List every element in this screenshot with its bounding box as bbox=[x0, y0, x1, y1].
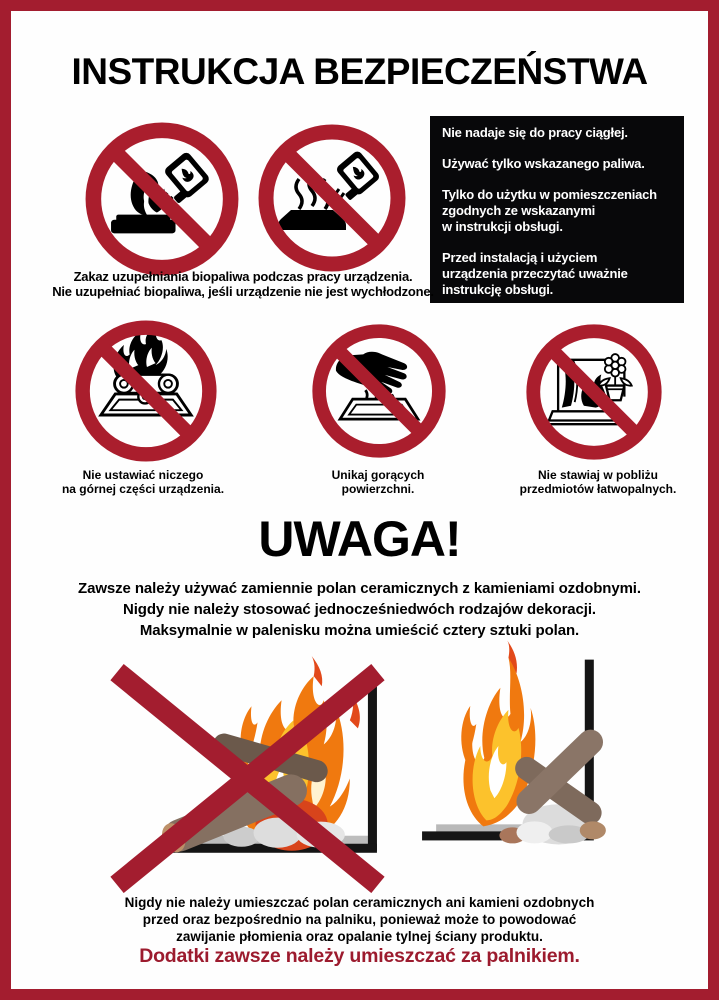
top-signs-caption bbox=[35, 270, 451, 299]
notice-line: Używać tylko wskazanego paliwa. bbox=[442, 156, 645, 171]
incorrect-log-placement-illustration bbox=[105, 655, 391, 893]
notice-paragraph bbox=[442, 187, 680, 235]
bottom-note-line: przed oraz bezpośrednio na palniku, ponieważ może to powodować bbox=[142, 912, 577, 927]
no-objects-on-top-caption bbox=[44, 468, 242, 496]
warning-paragraph bbox=[11, 578, 708, 641]
bottom-note-line: zawijanie płomienia oraz opalanie tylnej ściany produktu. bbox=[176, 929, 543, 944]
notice-line: instrukcję obsługi. bbox=[442, 282, 554, 297]
notice-panel bbox=[430, 116, 684, 303]
poster-title: INSTRUKCJA BEZPIECZEŃSTWA bbox=[71, 51, 648, 92]
caption-line: Zakaz uzupełniania biopaliwa podczas pracy urządzenia. bbox=[73, 269, 413, 284]
caption-line: Nie ustawiać niczego bbox=[82, 468, 204, 482]
notice-paragraph bbox=[442, 125, 680, 141]
no-touching-hot-surfaces-sign bbox=[311, 323, 447, 459]
warning-line: Zawsze należy używać zamiennie polan ceramicznych z kamieniami ozdobnymi. bbox=[78, 580, 641, 597]
caption-line: na górnej części urządzenia. bbox=[61, 482, 225, 496]
warning-heading: UWAGA! bbox=[258, 511, 461, 567]
no-flammable-objects-nearby-sign bbox=[525, 323, 663, 461]
caption-line: Nie stawiaj w pobliżu bbox=[537, 468, 659, 482]
fireplace-back-wall bbox=[368, 672, 377, 851]
no-objects-on-top-sign bbox=[74, 319, 218, 463]
notice-paragraph bbox=[442, 156, 680, 172]
footer-warning: Dodatki zawsze należy umieszczać za palnikiem. bbox=[139, 945, 580, 967]
notice-line: zgodnych ze wskazanymi bbox=[442, 203, 596, 218]
correct-log-placement-graphic bbox=[408, 638, 634, 852]
notice-line: Przed instalacją i użyciem bbox=[442, 250, 598, 265]
notice-paragraph bbox=[442, 250, 680, 298]
notice-line: Tylko do użytku w pomieszczeniach bbox=[442, 187, 657, 202]
caption-line: Unikaj gorących bbox=[331, 468, 425, 482]
no-refueling-while-hot-icon bbox=[257, 123, 407, 273]
caption-line: przedmiotów łatwopalnych. bbox=[519, 482, 677, 496]
notice-line: w instrukcji obsługi. bbox=[442, 219, 563, 234]
caption-line: Nie uzupełniać biopaliwa, jeśli urządzenie nie jest wychłodzone. bbox=[52, 283, 434, 299]
incorrect-log-placement-graphic bbox=[105, 655, 391, 893]
no-refueling-while-hot-sign bbox=[257, 123, 407, 273]
warning-line: Maksymalnie w palenisku można umieścić cztery sztuki polan. bbox=[139, 622, 580, 639]
avoid-hot-surfaces-caption bbox=[304, 468, 452, 496]
bottom-note-line: Nigdy nie należy umieszczać polan ceramicznych ani kamieni ozdobnych bbox=[124, 895, 595, 910]
no-flammables-nearby-caption bbox=[501, 468, 695, 496]
no-objects-on-top-icon bbox=[74, 319, 218, 463]
caption-line: powierzchni. bbox=[341, 482, 415, 496]
no-refueling-while-burning-icon bbox=[84, 121, 240, 277]
bottom-note bbox=[11, 894, 708, 945]
no-touching-hot-surfaces-icon bbox=[311, 323, 447, 459]
correct-log-placement-illustration bbox=[408, 638, 634, 852]
notice-line: urządzenia przeczytać uważnie bbox=[442, 266, 628, 281]
notice-line: Nie nadaje się do pracy ciągłej. bbox=[442, 125, 628, 140]
no-flammable-objects-nearby-icon bbox=[525, 323, 663, 461]
no-refueling-while-burning-sign bbox=[84, 121, 240, 277]
warning-line: Nigdy nie należy stosować jednocześniedwóch rodzajów dekoracji. bbox=[123, 601, 596, 618]
